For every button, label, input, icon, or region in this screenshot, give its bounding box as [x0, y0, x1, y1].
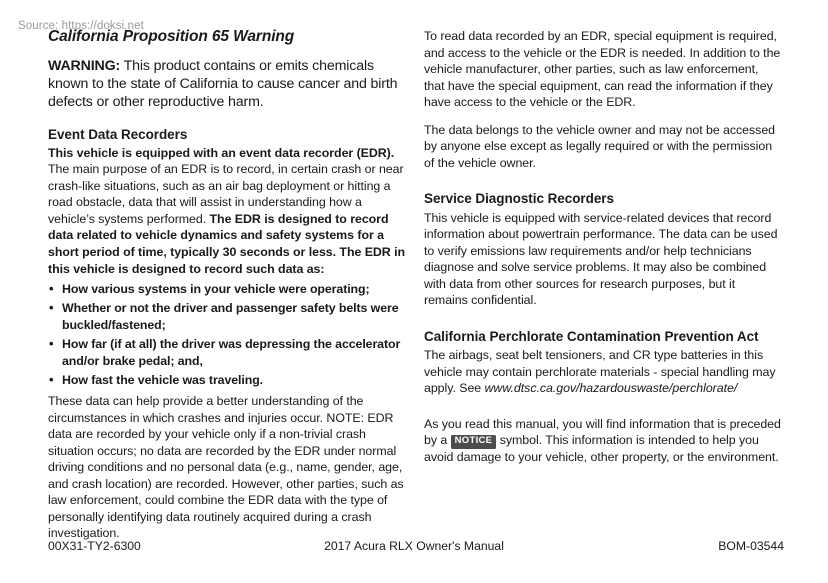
edr-purpose-text: The main purpose of an EDR is to record, in certain crash or near crash-like situations, such as an air bag deployment or hitting a road obstacle, data that will assist in understanding how a vehicle’s systems performed. [48, 162, 404, 226]
page-footer [0, 539, 828, 555]
perchlorate-paragraph [424, 347, 782, 397]
perchlorate-text: The airbags, seat belt tensioners, and CR type batteries in this vehicle may contain perchlorate materials - special handling may apply. See [424, 348, 776, 396]
list-item: • How various systems in your vehicle were operating; [48, 281, 408, 298]
warning-text: This product contains or emits chemicals known to the state of California to cause cancer and birth defects or other reproductive harm. [48, 57, 398, 111]
notice-text-after: symbol. This information is intended to help you avoid damage to your vehicle, other property, or the environment. [424, 433, 779, 464]
edr-intro-paragraph [48, 145, 408, 277]
dtsc-url: www.dtsc.ca.gov/hazardouswaste/perchlorate/ [484, 381, 738, 396]
page-title: California Proposition 65 Warning [48, 28, 295, 45]
edr-access-paragraph-2: The data belongs to the vehicle owner and may not be accessed by anyone else except as legally required or with the permission of the vehicle owner. [424, 122, 775, 170]
notice-badge: NOTICE [451, 435, 497, 448]
footer-bom-number: BOM-03544 [718, 539, 784, 553]
footer-part-number: 00X31-TY2-6300 [48, 539, 141, 553]
heading-event-data-recorders: Event Data Recorders [48, 126, 188, 142]
left-column [48, 28, 408, 553]
section-spacer [424, 320, 782, 328]
service-diagnostic-paragraph: This vehicle is equipped with service-related devices that record information about powertrain performance. The data can be used to verify emissions law requirements and/or help technicians diagnose and solve service problems. It may also be combined with data from other sources for research purposes, but it remains confidential. [424, 210, 778, 308]
right-column [424, 28, 782, 476]
section-spacer [424, 408, 782, 416]
two-column-layout [0, 28, 828, 541]
notice-symbol-paragraph [424, 416, 782, 466]
edr-lead-sentence: This vehicle is equipped with an event data recorder (EDR). [48, 145, 395, 160]
footer-manual-title: 2017 Acura RLX Owner's Manual [324, 539, 504, 553]
warning-label: WARNING: [48, 57, 121, 74]
edr-access-paragraph-1: To read data recorded by an EDR, special equipment is required, and access to the vehicle or the EDR is needed. In addition to the vehicle manufacturer, other parties, such as law enforcement, that have the special equipment, can read the information if they have access to the vehicle or the EDR. [424, 29, 781, 110]
edr-closing-paragraph: These data can help provide a better understanding of the circumstances in which crashes and injuries occur. NOTE: EDR data are recorded by your vehicle only if a non-trivial crash situation occurs; no data are recorded by the EDR under normal driving conditions and no personal data (e.g., name, gender, age, and crash location) are recorded. However, other parties, such as law enforcement, could combine the EDR data with the type of personally identifying data routinely acquired during a crash investigation. [48, 394, 404, 541]
list-item: • How far (if at all) the driver was depressing the accelerator and/or brake pedal; and, [48, 336, 408, 370]
prop65-warning-paragraph [48, 57, 408, 112]
edr-data-list [48, 281, 408, 389]
heading-service-diagnostic-recorders: Service Diagnostic Recorders [424, 191, 614, 207]
list-item: • Whether or not the driver and passenger safety belts were buckled/fastened; [48, 300, 408, 334]
edr-design-text: The EDR is designed to record data related to vehicle dynamics and safety systems for a short period of time, typically 30 seconds or less. The EDR in this vehicle is designed to record such data as: [48, 211, 406, 276]
section-spacer [424, 182, 782, 190]
source-watermark: Source: https://doksi.net [18, 20, 144, 32]
list-item: • How fast the vehicle was traveling. [48, 372, 408, 389]
notice-text-before: As you read this manual, you will find information that is preceded by a [424, 416, 781, 448]
heading-california-perchlorate-act: California Perchlorate Contamination Prevention Act [424, 328, 759, 344]
